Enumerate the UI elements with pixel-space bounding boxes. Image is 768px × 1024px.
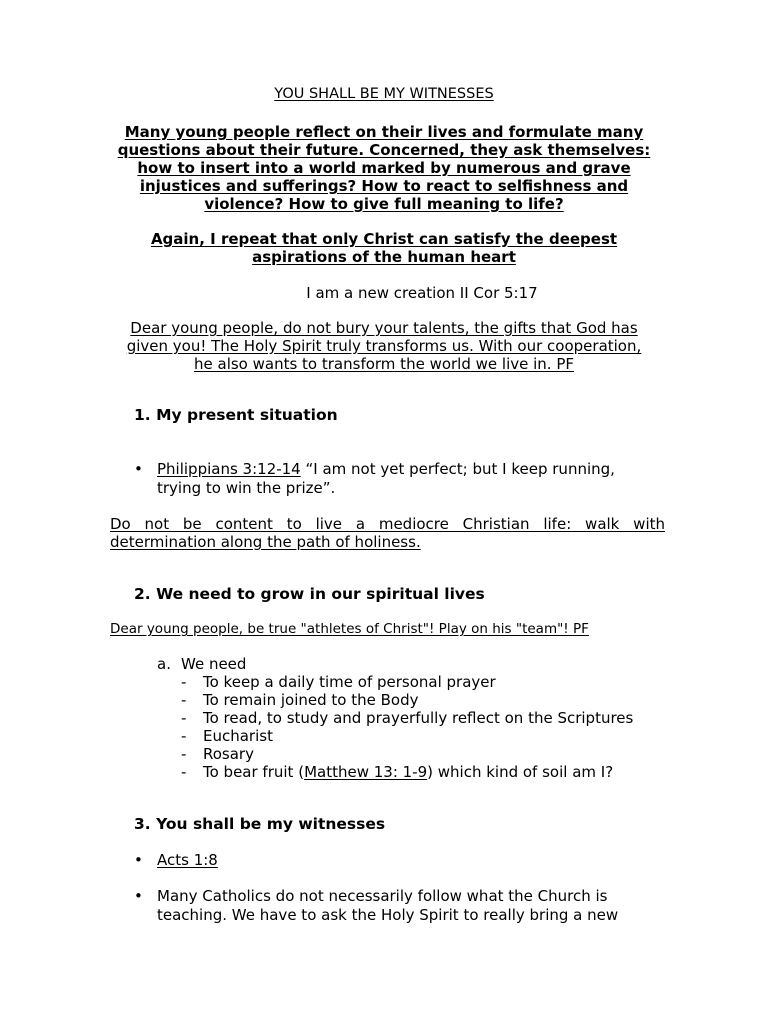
dash-marker: -: [181, 727, 187, 745]
intro-line: questions about their future. Concerned, they ask themselves:: [117, 141, 651, 159]
list-item: To read, to study and prayerfully reflect on the Scriptures: [203, 709, 634, 727]
bullet-text: [157, 460, 615, 478]
philippians-quote: “I am not yet perfect; but I keep running,: [300, 460, 615, 478]
soil-question: ) which kind of soil am I?: [427, 763, 614, 781]
intro-line: injustices and sufferings? How to react to selfishness and: [139, 177, 629, 195]
document-title: YOU SHALL BE MY WITNESSES: [274, 86, 494, 102]
bullet-dot: •: [134, 887, 143, 905]
christ-line: aspirations of the human heart: [252, 248, 516, 266]
list-label: We need: [181, 655, 247, 673]
talents-line: Dear young people, do not bury your talents, the gifts that God has: [130, 319, 638, 337]
intro-line: violence? How to give full meaning to life?: [204, 195, 564, 213]
list-item: [203, 763, 613, 781]
section-heading-2: 2. We need to grow in our spiritual lives: [134, 585, 485, 603]
dash-marker: -: [181, 673, 187, 691]
dash-marker: -: [181, 691, 187, 709]
list-marker: a.: [157, 655, 171, 673]
list-item: Rosary: [203, 745, 254, 763]
catholics-line: teaching. We have to ask the Holy Spirit to really bring a new: [157, 906, 619, 924]
dash-marker: -: [181, 745, 187, 763]
talents-line: he also wants to transform the world we live in. PF: [194, 355, 574, 373]
bullet-text-continued: trying to win the prize”.: [157, 479, 336, 497]
acts-reference[interactable]: Acts 1:8: [157, 851, 218, 869]
intro-line: how to insert into a world marked by numerous and grave: [137, 159, 631, 177]
dash-marker: -: [181, 763, 187, 781]
list-item: To remain joined to the Body: [203, 691, 419, 709]
athletes-line: Dear young people, be true "athletes of Christ"! Play on his "team"! PF: [110, 621, 589, 637]
christ-line: Again, I repeat that only Christ can satisfy the deepest: [150, 230, 618, 248]
catholics-line: Many Catholics do not necessarily follow what the Church is: [157, 887, 608, 905]
list-item: To keep a daily time of personal prayer: [203, 673, 496, 691]
section-heading-3: 3. You shall be my witnesses: [134, 815, 386, 833]
dash-marker: -: [181, 709, 187, 727]
bullet-dot: •: [134, 460, 143, 478]
mediocre-line: determination along the path of holiness.: [110, 533, 421, 551]
bullet-dot: •: [134, 851, 143, 869]
new-creation-quote: I am a new creation II Cor 5:17: [306, 284, 538, 302]
mediocre-line: Do not be content to live a mediocre Christian life: walk with: [110, 515, 665, 533]
philippians-reference[interactable]: Philippians 3:12-14: [157, 460, 301, 478]
matthew-reference[interactable]: Matthew 13: 1-9: [304, 763, 428, 781]
list-item: Eucharist: [203, 727, 273, 745]
intro-line: Many young people reflect on their lives and formulate many: [124, 123, 644, 141]
talents-line: given you! The Holy Spirit truly transforms us. With our cooperation,: [126, 337, 642, 355]
section-heading-1: 1. My present situation: [134, 406, 338, 424]
bear-fruit-text: To bear fruit (: [203, 763, 305, 781]
